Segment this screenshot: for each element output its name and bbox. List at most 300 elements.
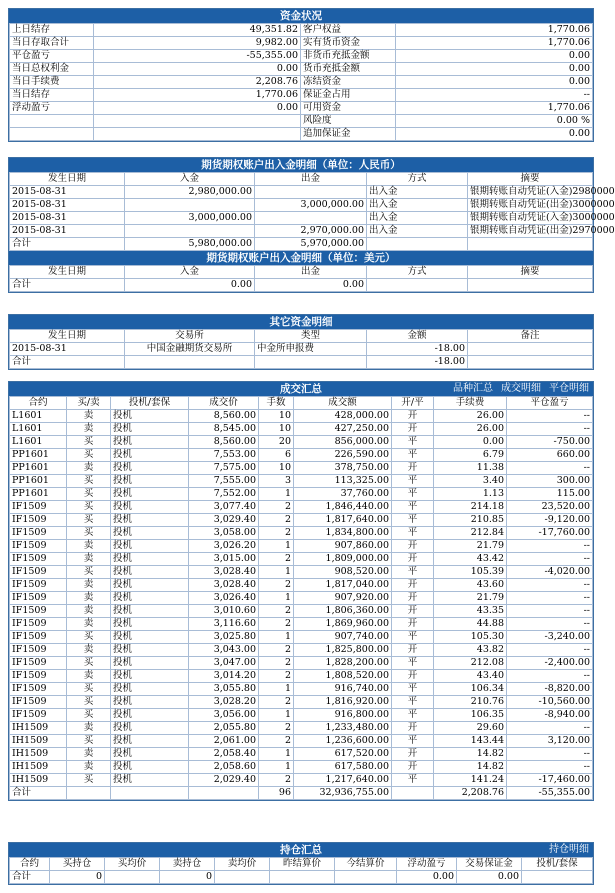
table-cell: 8,560.00 xyxy=(189,436,259,449)
table-cell: 开 xyxy=(392,592,434,605)
table-cell: 银期转账自动凭证(入金)2980000 xyxy=(468,186,593,199)
table-cell: 买 xyxy=(67,436,111,449)
fund-label: 当日总权利金 xyxy=(10,63,94,76)
table-cell: -18.00 xyxy=(367,343,468,356)
trade-row xyxy=(10,761,593,774)
table-cell: 2 xyxy=(259,696,294,709)
table-cell: 2 xyxy=(259,553,294,566)
total-cell: 2,208.76 xyxy=(434,787,507,800)
table-cell: 投机 xyxy=(111,670,189,683)
table-cell: IF1509 xyxy=(10,527,67,540)
table-cell: 43.35 xyxy=(434,605,507,618)
table-cell: 212.08 xyxy=(434,657,507,670)
cashflow-row xyxy=(10,199,593,212)
trade-row xyxy=(10,540,593,553)
table-cell: 617,580.00 xyxy=(294,761,392,774)
total-cell xyxy=(522,871,593,884)
table-cell: L1601 xyxy=(10,423,67,436)
table-cell: 617,520.00 xyxy=(294,748,392,761)
table-cell: 平 xyxy=(392,449,434,462)
table-cell: 平 xyxy=(392,436,434,449)
table-cell: 1 xyxy=(259,631,294,644)
table-cell: 143.44 xyxy=(434,735,507,748)
column-header: 买持仓 xyxy=(50,858,105,871)
table-cell: 开 xyxy=(392,410,434,423)
total-row xyxy=(10,787,593,800)
fund-label: 当日结存 xyxy=(10,89,94,102)
fund-value: 0.00 xyxy=(396,76,593,89)
table-cell: 开 xyxy=(392,423,434,436)
table-cell: 1,233,480.00 xyxy=(294,722,392,735)
trade-row xyxy=(10,501,593,514)
table-cell: 卖 xyxy=(67,553,111,566)
table-cell: 7,555.00 xyxy=(189,475,259,488)
fund-value: 9,982.00 xyxy=(94,37,301,50)
total-cell: 5,980,000.00 xyxy=(125,238,255,251)
table-cell: IF1509 xyxy=(10,709,67,722)
fund-status-table xyxy=(9,23,593,141)
column-header: 卖持仓 xyxy=(160,858,215,871)
cny-cashflow-title: 期货期权账户出入金明细（单位：人民币） xyxy=(9,158,593,172)
total-cell: 0.00 xyxy=(457,871,522,884)
table-cell: IF1509 xyxy=(10,631,67,644)
trade-row xyxy=(10,514,593,527)
table-header-row xyxy=(10,266,593,279)
table-cell: 卖 xyxy=(67,761,111,774)
column-header: 成交价 xyxy=(189,397,259,410)
trade-summary-header xyxy=(9,382,593,396)
trade-row xyxy=(10,527,593,540)
total-cell: 0 xyxy=(50,871,105,884)
column-header: 手续费 xyxy=(434,397,507,410)
trade-row xyxy=(10,566,593,579)
column-header: 类型 xyxy=(255,330,367,343)
table-cell: 平 xyxy=(392,527,434,540)
table-cell: 1,834,800.00 xyxy=(294,527,392,540)
table-cell: 3,010.60 xyxy=(189,605,259,618)
table-cell: 3,026.20 xyxy=(189,540,259,553)
table-cell: 买 xyxy=(67,683,111,696)
total-cell: 5,970,000.00 xyxy=(255,238,367,251)
fund-value: 1,770.06 xyxy=(396,37,593,50)
total-cell xyxy=(468,356,593,369)
fund-value: 2,208.76 xyxy=(94,76,301,89)
table-cell: IF1509 xyxy=(10,592,67,605)
position-summary-table xyxy=(9,857,593,884)
table-cell: 平 xyxy=(392,774,434,787)
table-cell: 115.00 xyxy=(507,488,593,501)
total-cell xyxy=(125,356,255,369)
total-cell xyxy=(111,787,189,800)
fund-label: 冻结资金 xyxy=(301,76,396,89)
table-cell: 1,817,640.00 xyxy=(294,514,392,527)
table-cell: -- xyxy=(507,761,593,774)
total-cell: 0.00 xyxy=(397,871,457,884)
table-cell: 141.24 xyxy=(434,774,507,787)
column-header: 开/平 xyxy=(392,397,434,410)
table-cell xyxy=(125,199,255,212)
table-cell: 2,058.40 xyxy=(189,748,259,761)
fund-status-row xyxy=(10,37,593,50)
table-cell: 投机 xyxy=(111,722,189,735)
table-cell xyxy=(255,186,367,199)
fund-value: 1,770.06 xyxy=(94,89,301,102)
trade-row xyxy=(10,449,593,462)
table-cell: 300.00 xyxy=(507,475,593,488)
table-cell: 2,029.40 xyxy=(189,774,259,787)
table-cell: 1 xyxy=(259,488,294,501)
table-cell: 6.79 xyxy=(434,449,507,462)
trade-summary-title: 成交汇总 xyxy=(280,383,322,395)
fund-label: 追加保证金 xyxy=(301,128,396,141)
column-header: 成交额 xyxy=(294,397,392,410)
table-cell: 1,828,200.00 xyxy=(294,657,392,670)
fund-value: 0.00 xyxy=(396,128,593,141)
fund-status-row xyxy=(10,89,593,102)
table-cell: 3.40 xyxy=(434,475,507,488)
total-row xyxy=(10,871,593,884)
table-cell: 投机 xyxy=(111,462,189,475)
table-cell: 8,560.00 xyxy=(189,410,259,423)
table-cell: 2,058.60 xyxy=(189,761,259,774)
table-cell: 43.42 xyxy=(434,553,507,566)
table-cell: 3,058.00 xyxy=(189,527,259,540)
table-cell: 1 xyxy=(259,683,294,696)
other-funds-title: 其它资金明细 xyxy=(9,315,593,329)
table-cell: 1,846,440.00 xyxy=(294,501,392,514)
table-cell: 买 xyxy=(67,514,111,527)
table-cell: 44.88 xyxy=(434,618,507,631)
table-cell: 投机 xyxy=(111,709,189,722)
table-cell: 1 xyxy=(259,592,294,605)
table-cell: -- xyxy=(507,462,593,475)
table-cell: 2 xyxy=(259,501,294,514)
table-cell: IF1509 xyxy=(10,566,67,579)
table-cell: 投机 xyxy=(111,475,189,488)
column-header: 买均价 xyxy=(105,858,160,871)
table-cell: IH1509 xyxy=(10,761,67,774)
table-cell: 平 xyxy=(392,475,434,488)
table-cell: 投机 xyxy=(111,592,189,605)
column-header: 金额 xyxy=(367,330,468,343)
other-fund-row xyxy=(10,343,593,356)
table-cell: 买 xyxy=(67,475,111,488)
table-cell: 907,920.00 xyxy=(294,592,392,605)
table-cell: 106.35 xyxy=(434,709,507,722)
table-cell: -- xyxy=(507,592,593,605)
table-cell: 212.84 xyxy=(434,527,507,540)
table-cell: IF1509 xyxy=(10,501,67,514)
table-cell: 开 xyxy=(392,722,434,735)
trade-row xyxy=(10,579,593,592)
table-cell: 卖 xyxy=(67,722,111,735)
fund-value: -55,355.00 xyxy=(94,50,301,63)
table-cell: 卖 xyxy=(67,618,111,631)
other-funds-section xyxy=(8,314,594,370)
position-detail-link[interactable]: 持仓明细 xyxy=(549,844,589,855)
cashflow-row xyxy=(10,212,593,225)
table-cell: 银期转账自动凭证(出金)2970000 xyxy=(468,225,593,238)
total-row xyxy=(10,279,593,292)
column-header: 交易所 xyxy=(125,330,255,343)
fund-status-title: 资金状况 xyxy=(9,9,593,23)
trade-summary-link[interactable]: 平仓明细 xyxy=(549,383,589,394)
trade-summary-link[interactable]: 品种汇总 xyxy=(453,383,493,394)
table-cell: 1,806,360.00 xyxy=(294,605,392,618)
total-cell xyxy=(367,238,468,251)
fund-label: 非货币充抵金额 xyxy=(301,50,396,63)
table-cell: 买 xyxy=(67,657,111,670)
table-cell: 3,028.20 xyxy=(189,696,259,709)
trade-row xyxy=(10,722,593,735)
table-cell: 2 xyxy=(259,722,294,735)
fund-label: 实有货币资金 xyxy=(301,37,396,50)
table-cell: 1 xyxy=(259,709,294,722)
total-cell xyxy=(468,279,593,292)
table-cell: 买 xyxy=(67,631,111,644)
table-cell: 1 xyxy=(259,540,294,553)
table-cell: 中金所申报费 xyxy=(255,343,367,356)
table-cell: 卖 xyxy=(67,592,111,605)
table-cell: 投机 xyxy=(111,748,189,761)
table-cell: 平 xyxy=(392,696,434,709)
table-cell: PP1601 xyxy=(10,449,67,462)
table-cell: 105.39 xyxy=(434,566,507,579)
table-cell: 10 xyxy=(259,423,294,436)
table-cell: 916,740.00 xyxy=(294,683,392,696)
table-cell xyxy=(255,212,367,225)
table-cell: 出入金 xyxy=(367,212,468,225)
table-cell: 买 xyxy=(67,501,111,514)
table-cell: IF1509 xyxy=(10,618,67,631)
total-cell xyxy=(392,787,434,800)
fund-value: 0.00 xyxy=(94,63,301,76)
trade-row xyxy=(10,618,593,631)
table-cell: -4,020.00 xyxy=(507,566,593,579)
table-cell: -- xyxy=(507,410,593,423)
table-cell: 投机 xyxy=(111,696,189,709)
trade-row xyxy=(10,592,593,605)
fund-label: 可用资金 xyxy=(301,102,396,115)
table-cell: -- xyxy=(507,670,593,683)
table-cell: 2,055.80 xyxy=(189,722,259,735)
table-cell: 1,825,800.00 xyxy=(294,644,392,657)
table-cell: L1601 xyxy=(10,436,67,449)
table-cell: 3,055.80 xyxy=(189,683,259,696)
table-cell: 3,047.00 xyxy=(189,657,259,670)
table-cell: 26.00 xyxy=(434,410,507,423)
table-cell: IF1509 xyxy=(10,514,67,527)
table-cell: 投机 xyxy=(111,488,189,501)
table-cell: 3,028.40 xyxy=(189,579,259,592)
table-cell: -2,400.00 xyxy=(507,657,593,670)
total-cell: -55,355.00 xyxy=(507,787,593,800)
fund-value: 1,770.06 xyxy=(396,102,593,115)
table-cell: 214.18 xyxy=(434,501,507,514)
table-cell: 投机 xyxy=(111,436,189,449)
table-cell: IF1509 xyxy=(10,657,67,670)
total-cell xyxy=(67,787,111,800)
table-header-row xyxy=(10,330,593,343)
fund-label xyxy=(10,115,94,128)
table-cell: IF1509 xyxy=(10,644,67,657)
table-cell: 106.34 xyxy=(434,683,507,696)
table-cell: 2 xyxy=(259,670,294,683)
table-cell: 投机 xyxy=(111,761,189,774)
table-cell: 2,970,000.00 xyxy=(255,225,367,238)
table-cell: 投机 xyxy=(111,501,189,514)
table-cell: 开 xyxy=(392,644,434,657)
table-cell: -- xyxy=(507,423,593,436)
column-header: 投机/套保 xyxy=(522,858,593,871)
table-cell: 3 xyxy=(259,475,294,488)
trade-row xyxy=(10,748,593,761)
table-cell: 投机 xyxy=(111,644,189,657)
table-cell: 卖 xyxy=(67,579,111,592)
table-cell: 平 xyxy=(392,657,434,670)
cny-cashflow-table xyxy=(9,172,615,251)
table-cell: IF1509 xyxy=(10,696,67,709)
table-cell: 投机 xyxy=(111,683,189,696)
table-cell: 投机 xyxy=(111,631,189,644)
fund-status-row xyxy=(10,128,593,141)
position-summary-header xyxy=(9,843,593,857)
table-cell: 7,575.00 xyxy=(189,462,259,475)
table-cell: -- xyxy=(507,579,593,592)
table-cell: 投机 xyxy=(111,449,189,462)
trade-summary-link[interactable]: 成交明细 xyxy=(501,383,541,394)
table-cell: 7,552.00 xyxy=(189,488,259,501)
table-cell: -- xyxy=(507,722,593,735)
column-header: 摘要 xyxy=(468,266,593,279)
table-cell: 投机 xyxy=(111,540,189,553)
table-cell: 开 xyxy=(392,540,434,553)
table-cell: IF1509 xyxy=(10,683,67,696)
table-cell: 投机 xyxy=(111,774,189,787)
table-cell: 买 xyxy=(67,735,111,748)
table-cell: PP1601 xyxy=(10,462,67,475)
trade-row xyxy=(10,423,593,436)
table-cell: -8,940.00 xyxy=(507,709,593,722)
column-header: 交易保证金 xyxy=(457,858,522,871)
trade-row xyxy=(10,605,593,618)
column-header: 发生日期 xyxy=(10,173,125,186)
table-cell: IH1509 xyxy=(10,722,67,735)
table-cell: 2,061.00 xyxy=(189,735,259,748)
column-header: 投机/套保 xyxy=(111,397,189,410)
position-summary-links xyxy=(541,843,589,857)
table-cell: L1601 xyxy=(10,410,67,423)
trade-row xyxy=(10,644,593,657)
table-cell: 427,250.00 xyxy=(294,423,392,436)
table-cell: 卖 xyxy=(67,644,111,657)
table-cell: 开 xyxy=(392,761,434,774)
table-cell: 投机 xyxy=(111,566,189,579)
table-cell: IF1509 xyxy=(10,605,67,618)
fund-status-row xyxy=(10,115,593,128)
total-cell xyxy=(468,238,593,251)
table-cell: 26.00 xyxy=(434,423,507,436)
column-header: 出金 xyxy=(255,266,367,279)
table-cell: 2015-08-31 xyxy=(10,212,125,225)
table-cell: 买 xyxy=(67,449,111,462)
table-cell: 开 xyxy=(392,579,434,592)
table-cell: 卖 xyxy=(67,410,111,423)
table-cell: 21.79 xyxy=(434,540,507,553)
column-header: 发生日期 xyxy=(10,330,125,343)
table-cell: 43.40 xyxy=(434,670,507,683)
table-cell: 10 xyxy=(259,410,294,423)
table-cell: 14.82 xyxy=(434,748,507,761)
column-header: 发生日期 xyxy=(10,266,125,279)
total-cell: 合计 xyxy=(10,787,67,800)
table-cell: 平 xyxy=(392,566,434,579)
table-cell: 卖 xyxy=(67,423,111,436)
table-cell: 2,980,000.00 xyxy=(125,186,255,199)
table-cell: 投机 xyxy=(111,657,189,670)
table-cell: 14.82 xyxy=(434,761,507,774)
table-cell: 20 xyxy=(259,436,294,449)
table-cell: 37,760.00 xyxy=(294,488,392,501)
table-cell: 卖 xyxy=(67,462,111,475)
cashflow-row xyxy=(10,225,593,238)
trade-row xyxy=(10,436,593,449)
table-cell: 中国金融期货交易所 xyxy=(125,343,255,356)
table-cell: 银期转账自动凭证(入金)3000000 xyxy=(468,212,593,225)
fund-value xyxy=(94,128,301,141)
table-cell: 1 xyxy=(259,761,294,774)
table-cell: 29.60 xyxy=(434,722,507,735)
table-cell: 开 xyxy=(392,553,434,566)
total-cell xyxy=(105,871,160,884)
table-cell: 3,077.40 xyxy=(189,501,259,514)
table-cell: 卖 xyxy=(67,605,111,618)
table-cell: 1,809,000.00 xyxy=(294,553,392,566)
table-cell: 2015-08-31 xyxy=(10,186,125,199)
fund-status-row xyxy=(10,63,593,76)
table-cell: IF1509 xyxy=(10,540,67,553)
table-cell: 2 xyxy=(259,514,294,527)
table-cell: 开 xyxy=(392,670,434,683)
table-cell: 3,120.00 xyxy=(507,735,593,748)
table-cell: 投机 xyxy=(111,579,189,592)
trade-row xyxy=(10,410,593,423)
table-cell: 3,014.20 xyxy=(189,670,259,683)
fund-status-row xyxy=(10,76,593,89)
table-cell: 23,520.00 xyxy=(507,501,593,514)
trade-row xyxy=(10,488,593,501)
table-cell: 3,028.40 xyxy=(189,566,259,579)
fund-status-row xyxy=(10,102,593,115)
total-cell: 合计 xyxy=(10,238,125,251)
fund-value: -- xyxy=(396,89,593,102)
total-cell xyxy=(367,279,468,292)
fund-value: 49,351.82 xyxy=(94,24,301,37)
total-cell: 32,936,755.00 xyxy=(294,787,392,800)
fund-label: 货币充抵金额 xyxy=(301,63,396,76)
trade-summary-section xyxy=(8,381,594,801)
total-row xyxy=(10,356,593,369)
total-cell: 0.00 xyxy=(255,279,367,292)
table-cell: 银期转账自动凭证(出金)3000000 xyxy=(468,199,593,212)
fund-label: 风险度 xyxy=(301,115,396,128)
table-cell: 105.30 xyxy=(434,631,507,644)
table-cell: 2 xyxy=(259,605,294,618)
table-cell: 投机 xyxy=(111,514,189,527)
trade-row xyxy=(10,462,593,475)
table-cell: 1.13 xyxy=(434,488,507,501)
table-cell: 1,817,040.00 xyxy=(294,579,392,592)
